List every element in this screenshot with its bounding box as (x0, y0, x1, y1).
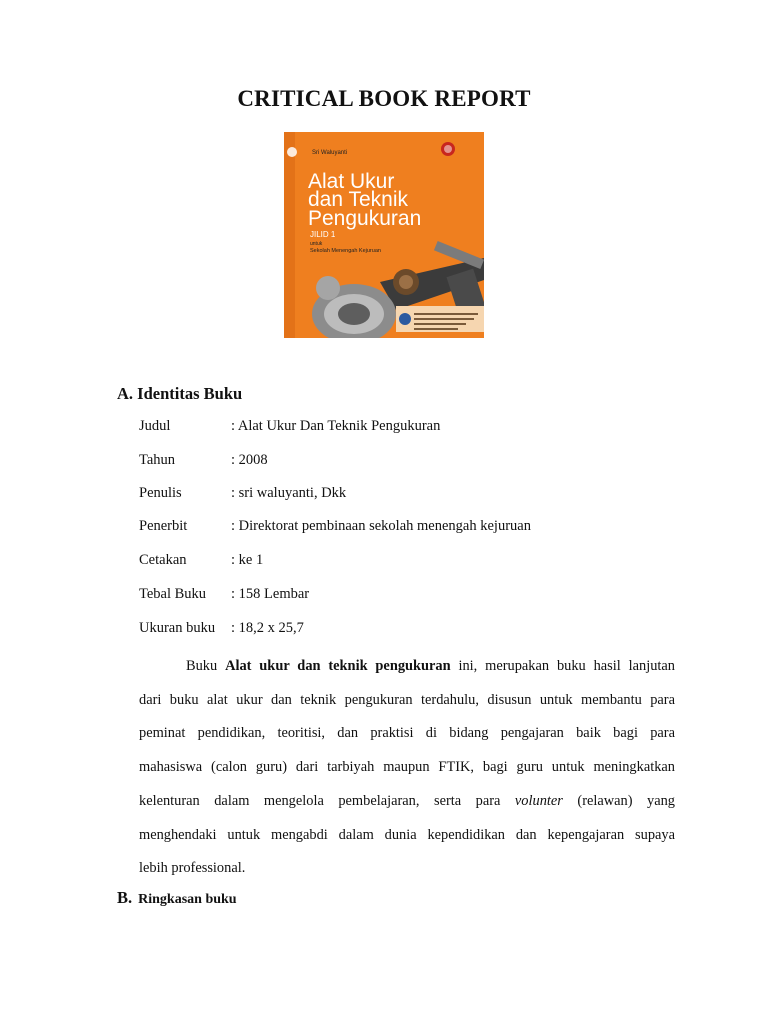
paragraph-line: peminat pendidikan, teoritisi, dan praktisi di bidang pengajaran baik bagi para (139, 725, 675, 742)
identity-label: Tahun (139, 452, 176, 468)
identity-label: Cetakan (139, 552, 187, 568)
cover-title-line1: Alat Ukur (308, 170, 395, 193)
book-title-bold: Alat ukur dan teknik pengukuran (225, 658, 451, 674)
paragraph-line: lebih professional. (139, 860, 246, 877)
cover-school: Sekolah Menengah Kejuruan (310, 248, 381, 254)
paragraph-line: kelenturan dalam mengelola pembelajaran, serta para volunter (relawan) yang (139, 792, 676, 809)
paragraph-line: mahasiswa (calon guru) dari tarbiyah maupun FTIK, bagi guru untuk meningkatkan (139, 759, 675, 776)
book-cover-image (284, 132, 484, 338)
cover-title-line3: Pengukuran (308, 207, 422, 230)
section-b-heading (117, 888, 237, 908)
section-b-letter: B. (117, 888, 133, 907)
page-title: CRITICAL BOOK REPORT (237, 86, 531, 111)
identity-label: Tebal Buku (139, 586, 207, 602)
section-b-title: Ringkasan buku (138, 892, 237, 907)
identity-value: : 2008 (231, 452, 268, 468)
paragraph-line: menghendaki untuk mengabdi dalam dunia kependidikan dan kepengajaran supaya (139, 826, 675, 843)
paragraph-line: Buku Alat ukur dan teknik pengukuran ini, merupakan buku hasil lanjutan (186, 658, 675, 674)
identity-value: : 158 Lembar (231, 586, 310, 602)
identity-label: Judul (139, 418, 171, 434)
identity-value: : sri waluyanti, Dkk (231, 485, 347, 501)
section-a-heading: A. Identitas Buku (117, 384, 243, 403)
cover-title-line2: dan Teknik (308, 188, 409, 211)
paragraph-line: dari buku alat ukur dan teknik pengukuran terdahulu, disusun untuk membantu para (139, 691, 675, 708)
italic-word: volunter (514, 792, 563, 809)
identity-value: : Direktorat pembinaan sekolah menengah kejuruan (231, 518, 531, 534)
identity-value: : ke 1 (231, 552, 264, 568)
description-paragraph (139, 650, 675, 886)
identity-label: Ukuran buku (139, 620, 216, 636)
identity-value: : 18,2 x 25,7 (231, 620, 304, 636)
identity-label: Penulis (139, 485, 182, 501)
cover-for-label: untuk (310, 241, 323, 247)
cover-author: Sri Waluyanti (312, 150, 348, 156)
cover-volume: JILID 1 (310, 230, 336, 239)
identity-label: Penerbit (139, 518, 188, 534)
identity-value: : Alat Ukur Dan Teknik Pengukuran (231, 418, 441, 434)
